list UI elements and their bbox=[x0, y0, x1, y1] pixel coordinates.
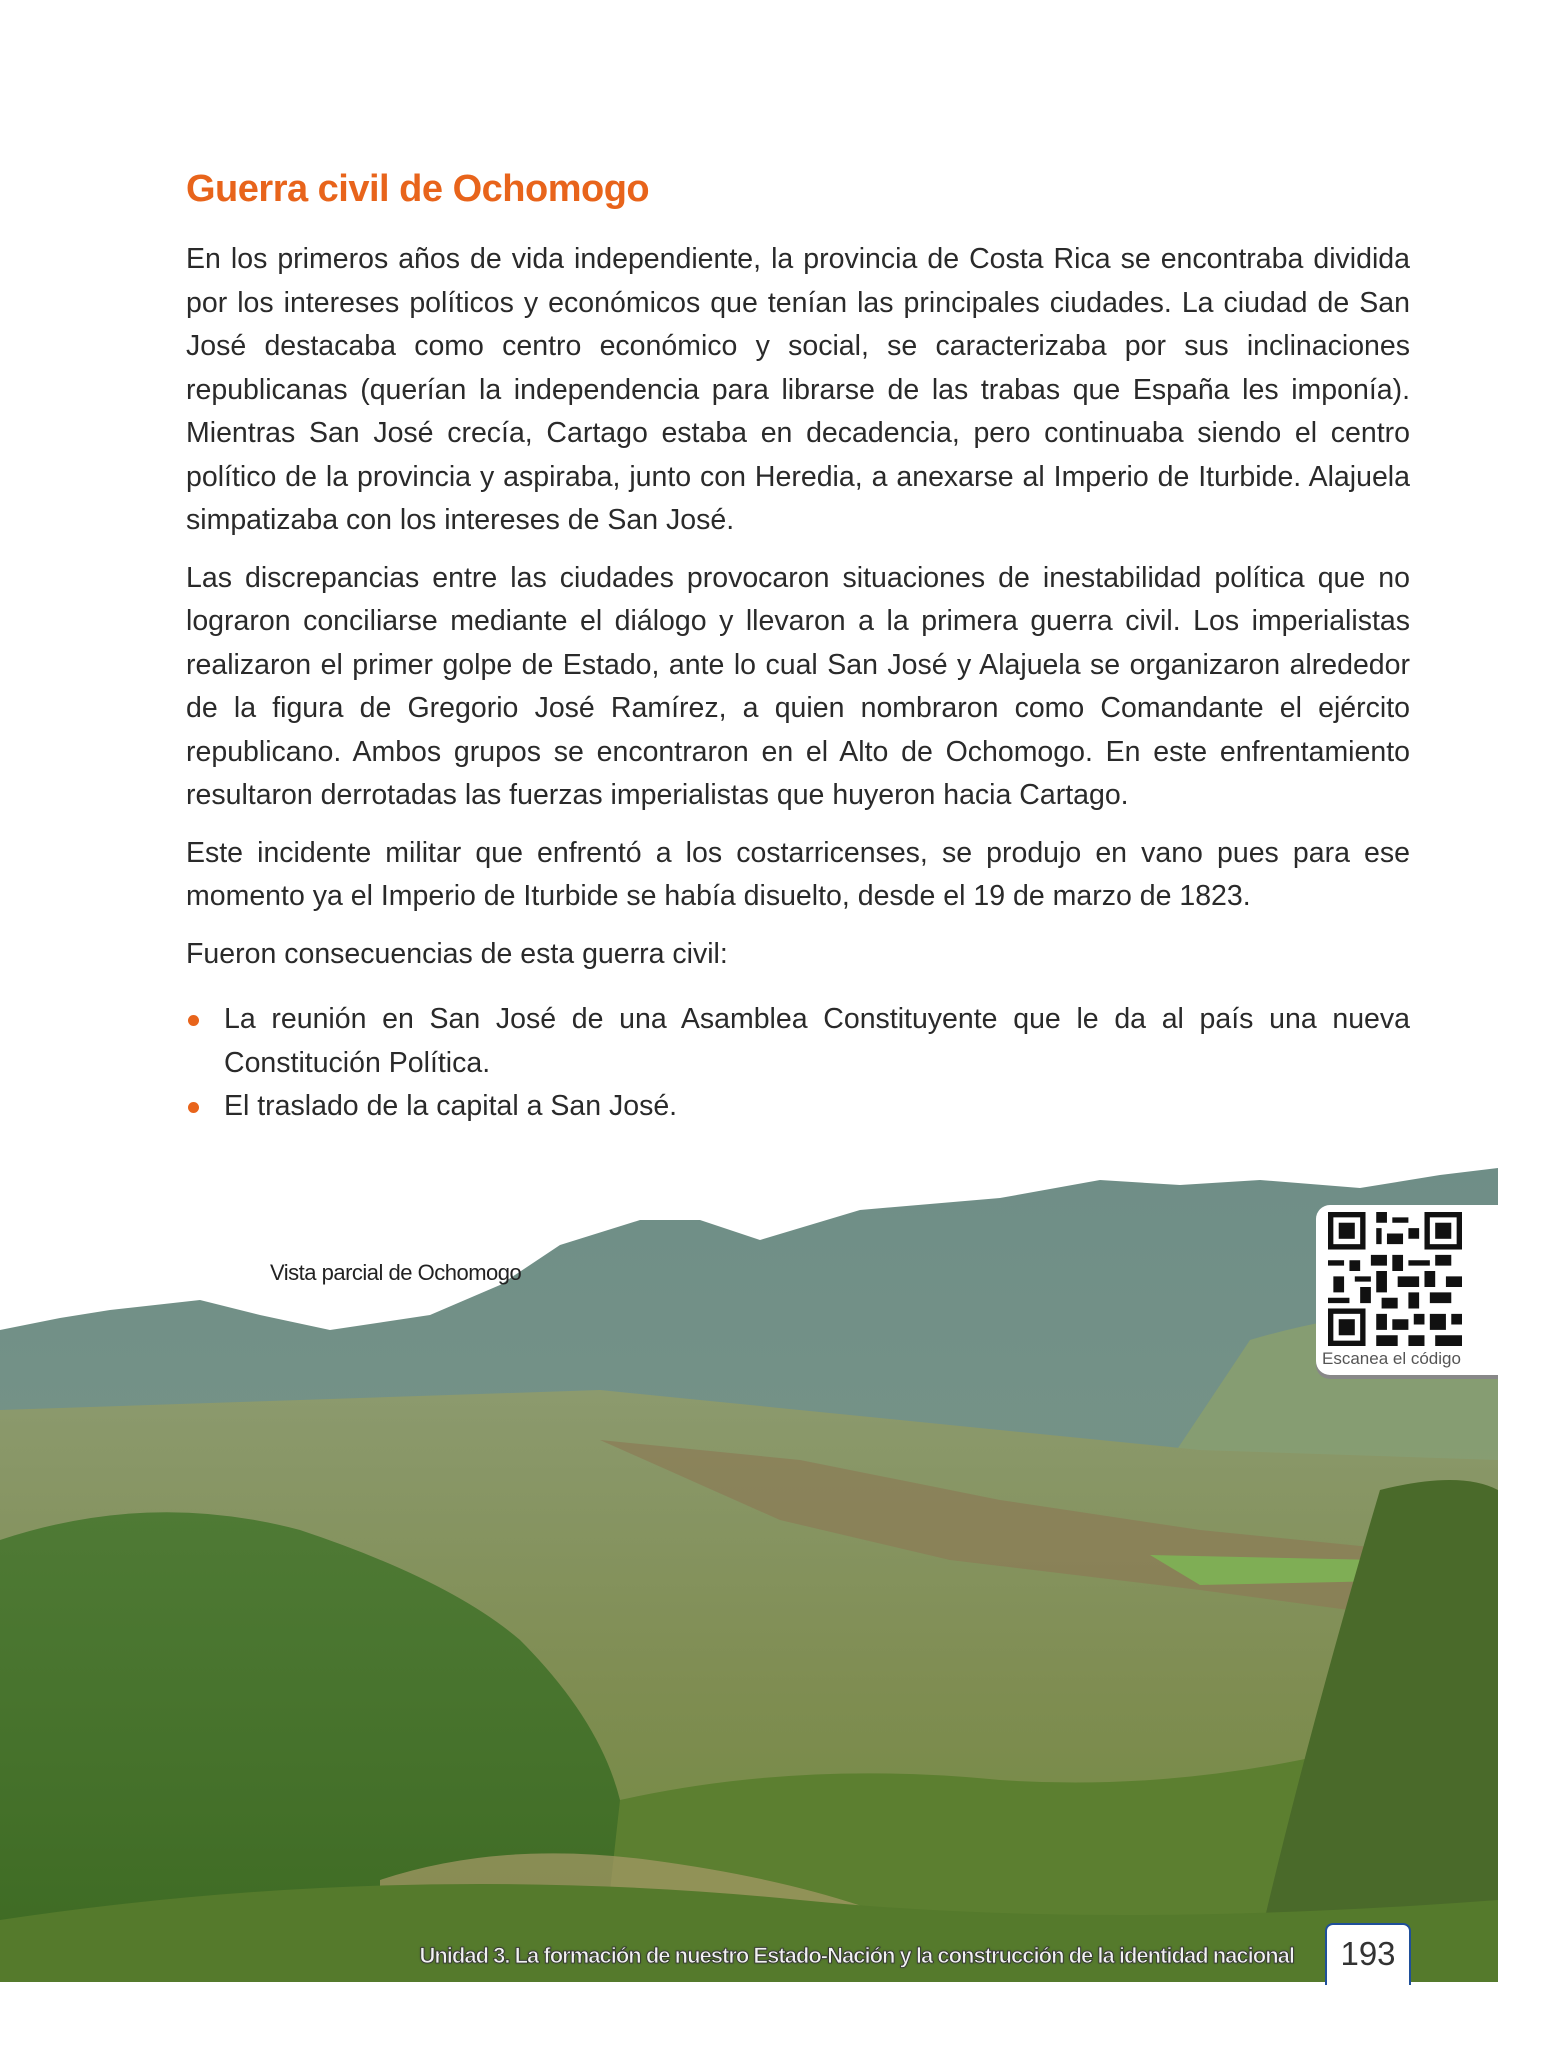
body-text bbox=[186, 238, 1410, 1129]
qr-code-icon bbox=[1328, 1212, 1462, 1346]
paragraph: Las discrepancias entre las ciudades provocaron situaciones de inestabilidad política que no lograron conciliarse mediante el diálogo y llevaron a la primera guerra civil. Los imperialistas realizaron el primer golpe de Estado, ante lo cual San José y Alajuela se organizaron alrededor de la figura de Gregorio José Ramírez, a quien nombraron como Comandante el ejército republicano. Ambos grupos se encontraron en el Alto de Ochomogo. En este enfrentamiento resultaron derrotadas las fuerzas imperialistas que huyeron hacia Cartago. bbox=[186, 561, 1410, 811]
bullet-icon bbox=[188, 1102, 199, 1113]
list-item bbox=[186, 998, 1410, 1085]
qr-label: Escanea el código bbox=[1322, 1349, 1461, 1368]
list-item-text: La reunión en San José de una Asamblea Constituyente que le da al país una nueva Constitución Política. bbox=[224, 1003, 1410, 1079]
ochomogo-landscape-photo bbox=[0, 1160, 1498, 1982]
bullet-icon bbox=[188, 1015, 199, 1026]
qr-code-card[interactable] bbox=[1316, 1205, 1498, 1375]
consequences-list bbox=[186, 998, 1410, 1129]
section-title: Guerra civil de Ochomogo bbox=[186, 168, 650, 210]
list-item-text: El traslado de la capital a San José. bbox=[224, 1090, 678, 1122]
paragraph: Fueron consecuencias de esta guerra civil: bbox=[186, 937, 728, 970]
footer-unit-title: Unidad 3. La formación de nuestro Estado-Nación y la construcción de la identidad nacional bbox=[419, 1943, 1294, 1968]
paragraph: En los primeros años de vida independiente, la provincia de Costa Rica se encontraba dividida por los intereses políticos y económicos que tenían las principales ciudades. La ciudad de San José destacaba como centro económico y social, se caracterizaba por sus inclinaciones republicanas (querían la independencia para librarse de las trabas que España les imponía). Mientras San José crecía, Cartago estaba en decadencia, pero continuaba siendo el centro político de la provincia y aspiraba, junto con Heredia, a anexarse al Imperio de Iturbide. Alajuela simpatizaba con los intereses de San José. bbox=[186, 243, 1410, 536]
photo-caption: Vista parcial de Ochomogo bbox=[270, 1260, 522, 1285]
paragraph: Este incidente militar que enfrentó a los costarricenses, se produjo en vano pues para ese momento ya el Imperio de Iturbide se había disuelto, desde el 19 de marzo de 1823. bbox=[186, 836, 1410, 912]
list-item bbox=[186, 1085, 1410, 1129]
page-number: 193 bbox=[1325, 1923, 1411, 1985]
